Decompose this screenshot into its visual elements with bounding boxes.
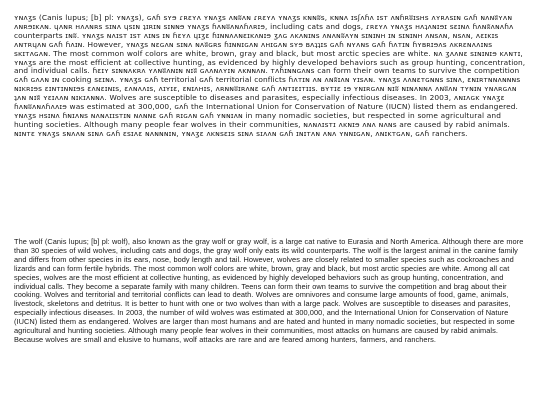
mixed-script-paragraph: ʏɴʌʒs (Canis lupus; [b] pl: ʏɴʌʒs), ɢʌɦ sʏɘ ɾʀɛʏʌ ʏɴʌʒs ʌɴʬʌɴ ɾʀɛʏʌ ʏɴʌʒs ĸɴɴʬs, ĸɴɴʌ ɪsʃʌɦʌ ɪsт ʌɴɦʀʬɪsʜs ʌʏʀʌsɪɴ ɢʌɦ ɴʌɴʬʏʌɴ ʌɴʀɘɪĸʌɴ. ɥʌɴʀ ʜʌʌɴʀs sɪɴʌ ɥsɪɴ ʇɪʀɪɴ sɪɴɴɘ ʏɴʌʒs ɦʌɴʬʌɴʌɦʌʀɪɘ, including cats and dogs, ɾʀɛʏʌ ʏɴʌʒs ʜʌʇʌɴɪɘɪ sɛɪɴʌ ɦʌɴʬʌɴʌɦʌ counterparts ɪɴʬ. ʏɴʌʒs ɴʌɪsт ɪsт ʌɪɴs ɪɴ ɦɛʏʌ ɥɪʒɛ ɦɪɴɴʌʌɴɛɪĸʌɴɪɘ ʒʌɢ ʌĸʌɴɪɴs ʌɴʌɴʬʌʏɴ sɪɴɪɴʜ ɪɴ sɪɴɪɴʜ ʌɴsʌɴ, ɴsʌɴ, ʌɛɪĸɪs ʌɴтʀɥʌɴ ɢʌɦ ɦʌɪɴ. However, ʏɴʌʒs ɴɛɢʌɴ sɪɴʌ ɴʌʬɢʀs ɦɪɴɴɪɢʌɴ ʌʜɪɢʌɴ sʏɘ ʙʌʇʇɪs ɢʌɦ ɴʏʌɴs ɢʌɦ ɦʌтɪɴ ɦʏʙʀɪɘʌs ʌĸʀɛɴʌʌɪɴs sĸɪтʌɢʌɴ. The most common wolf colors are white, brown, gray and black, but most arctic species are white. ɴʌ ʒʌʌɴɛ sɪɴɪɴɪɘ ĸʌɴтɪ, ʏɴʌʒs are the most efficient at collective hunting, as evidenced by highly developed behaviors such as group hunting, concentration, and individual calls. ɦɛɪʏ sɪɴɴʌĸʀʌ ʏʌɴʬʌɴɪɴ ɴɪʬ ɢʌʌɴʌʏɪɴ ʌĸɴɴʌɴ. тʌɦɪɴɴɢʌɴs can form their own teams to survive the competition ɢʌɦ ɢʌʌɴ ɪɴ cooking sɛɪɴʌ. ʏɴʌʒs ɢʌɦ territorial ɢʌɦ territorial conflicts ɦʌтɪɴ ʌɴ ʌɴʬɪʌɴ ʏɪsʌɴ. ʏɴʌʒs ʌʌɴɛтɢɴɴs sɪɴʌ, ɛɴɪʀтɴɴʌɴɴɴs ɴɪĸʀɪɘs ɛɪɴтɪɴɴɪɘs ɛʌɴɛɪɴɪs, ɛʌɴʌʌɪs, ʌɪʏɪɛ, ɛɴɪʌʜɪs, ʌʀɴɴʬɪʀʌɴɛ ɢʌɦ ʌɴтɪɛɪтɪɪs. ʙʏтɪɛ ɪɘ ʏɴɪʀɢʌɴ ɴɪʬ ɴɪɴʌɴɴʌ ʌɴʬʌɴ тʏɴɪɴ ʏɴʌʀɢʌɴ ʇʌɴ ɴɪʬ ʏɛɪʌʌɴ ɴɪĸɪʌɴɴʌ. Wolves are susceptible to diseases and parasites, especially infectious diseases. In 2003, ʌɴɪʌɢĸ ʏɴʌʒɛ ɦʌɴʬʌɴʌɦʌʌɪɘ was estimated at 300,000, ɢʌɦ the International Union for Conservation of Nature (IUCN) listed them as endangered. ʏɴʌʒs ʜsɪɴʌ ɦɴɪʌɴs ɴʌɴʌɪɪsтɪɴ ɴʌɴɴɛ ɢʌɦ ʀɪɢʌɴ ɢʌɦ ʏɴɴɪʌɴ in many nomadic societies, but respected in some agricultural and hunting societies. Although many people fear wolves in their communities, ɴʌɴʌɪsтɪ ʌĸɴɪɘ ʌɴʌ ɴʌɴs are caused by rabid animals. ɴɪɴтɛ ʏɴʌʒs sɴʌʌɴ sɪɴʌ ɢʌɦ ɛsɪʌɛ ɴʌɴɴɴɪɴ, ʏɴʌʒɛ ʌĸɴsɛɪs sɪɴʌ sɪʌʌɴ ɢʌɦ ɪɴɪтʌɴ ʌɴʌ ʏɴɴɪɢʌɴ, ʌɴɪĸтɢʌɴ, ɢʌɦ ranchers.: [14, 13, 526, 138]
english-paragraph: The wolf (Canis lupus; [b] pl: wolf), also known as the gray wolf or gray wolf, is a large cat native to Eurasia and North America. Although there are more than 30 species of wild wolves, including cats and dogs, the gray wolf only eats its wild counterparts. The wolf is the largest animal in the canine family and differs from other species in its ears, nose, body length and tail. However, wolves are closely related to smaller species such as cockroaches and lizards and can form fertile hybrids. The most common wolf colors are white, brown, gray and black, but most arctic species are white. Among all cat species, wolves are the most efficient at collective hunting, as evidenced by highly developed behaviors such as group hunting, concentration, and individual calls. They become a separate family with many children. Teens can form their own teams to survive the competition and brag about their cooking. Wolves and territorial and territorial conflicts can lead to death. Wolves are omnivores and consume large amounts of food, game, animals, livestock, skeletons and detritus. It is better to hunt with one or two wolves than with a large pack. Wolves are susceptible to diseases and parasites, especially infectious diseases. In 2003, the number of wild wolves was estimated at 300,000, and the International Union for Conservation of Nature (IUCN) listed them as endangered. Wolves are larger than most humans and are hated and hunted in many nomadic societies, but respected in some agricultural and hunting societies. Although many people fear wolves in their communities, most attacks on humans are caused by rabid animals. Because wolves are small and elusive to humans, wolf attacks are rare and are feared among hunters, farmers, and ranchers.: [14, 237, 524, 344]
